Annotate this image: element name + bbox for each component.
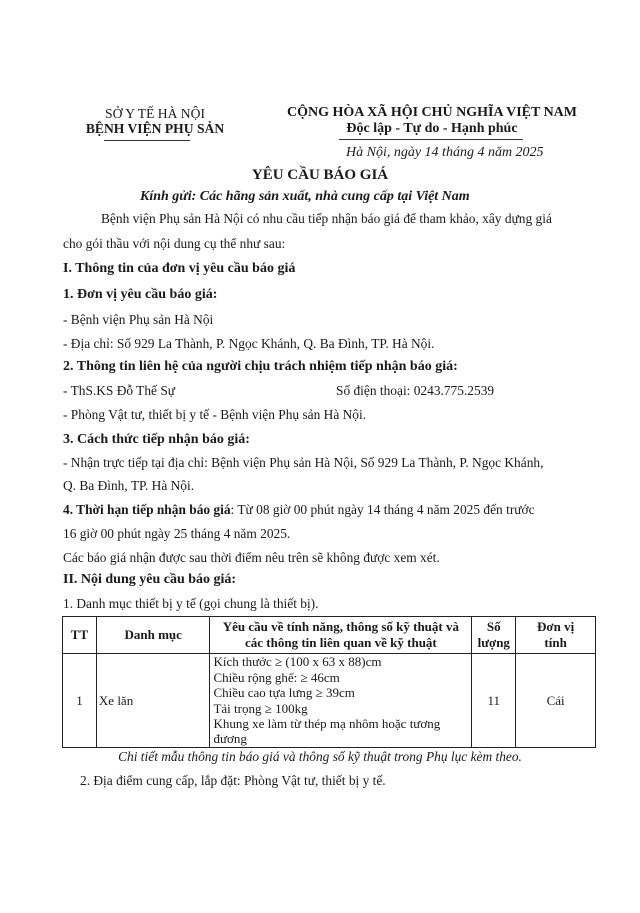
row-quantity: 11: [472, 654, 516, 748]
spec-line: Tải trọng ≥ 100kg: [213, 700, 308, 716]
equipment-table: [62, 616, 596, 748]
spec-line: Kích thước ≥ (100 x 63 x 88)cm: [213, 654, 382, 670]
org-name: BỆNH VIỆN PHỤ SẢN: [85, 121, 225, 136]
receive-method-line-1: - Nhận trực tiếp tại địa chỉ: Bệnh viện Phụ sản Hà Nội, Số 929 La Thành, P. Ngọc Khánh,: [63, 455, 544, 470]
salutation: Kính gửi: Các hãng sản xuất, nhà cung cấp tại Việt Nam: [140, 189, 470, 204]
section-2-heading: II. Nội dung yêu cầu báo giá:: [63, 572, 237, 587]
intro-line-2: cho gói thầu với nội dung cụ thể như sau:: [63, 236, 286, 251]
row-specs: [210, 654, 472, 748]
header-quantity: [472, 617, 516, 654]
header-requirements-line-1: Yêu cầu về tính năng, thông số kỹ thuật và: [222, 619, 459, 634]
table-header-row: [63, 617, 596, 654]
header-category: Danh mục: [96, 617, 210, 654]
intro-line-1: Bệnh viện Phụ sản Hà Nội có nhu cầu tiếp nhận báo giá để tham khảo, xây dựng giá: [101, 211, 552, 226]
header-quantity-line-1: Số: [486, 619, 501, 634]
equipment-list-intro: 1. Danh mục thiết bị y tế (gọi chung là thiết bị).: [63, 596, 319, 611]
header-tt: TT: [63, 617, 97, 654]
date-line: Hà Nội, ngày 14 tháng 4 năm 2025: [346, 145, 544, 160]
spec-line: đương: [213, 731, 247, 747]
spec-line: Chiều rộng ghế: ≥ 46cm: [213, 669, 340, 685]
delivery-location: 2. Địa điểm cung cấp, lắp đặt: Phòng Vật tư, thiết bị y tế.: [80, 773, 386, 788]
country-name: CỘNG HÒA XÃ HỘI CHỦ NGHĨA VIỆT NAM: [286, 105, 577, 120]
row-unit: Cái: [516, 654, 596, 748]
row-category: Xe lăn: [96, 654, 210, 748]
contact-name: - ThS.KS Đỗ Thế Sự: [63, 383, 176, 398]
unit-name: - Bệnh viện Phụ sản Hà Nội: [63, 312, 214, 327]
deadline-line-1: [63, 502, 535, 518]
document-title: YÊU CẦU BÁO GIÁ: [251, 167, 389, 183]
section-1-sub-1: 1. Đơn vị yêu cầu báo giá:: [63, 287, 218, 302]
motto: Độc lập - Tự do - Hạnh phúc: [346, 121, 518, 136]
header-quantity-line-2: lượng: [477, 635, 510, 650]
header-requirements: [210, 617, 472, 654]
receive-method-line-2: Q. Ba Đình, TP. Hà Nội.: [63, 478, 195, 493]
spec-line: Chiều cao tựa lưng ≥ 39cm: [213, 685, 355, 701]
section-1-sub-3: 3. Cách thức tiếp nhận báo giá:: [63, 432, 250, 447]
header-requirements-line-2: các thông tin liên quan về kỹ thuật: [244, 635, 437, 650]
org-underline: [104, 140, 190, 141]
header-unit: [516, 617, 596, 654]
deadline-line-2: 16 giờ 00 phút ngày 25 tháng 4 năm 2025.: [63, 526, 291, 541]
header-unit-line-2: tính: [544, 635, 567, 650]
table-row: [63, 654, 596, 748]
contact-department: - Phòng Vật tư, thiết bị y tế - Bệnh viện Phụ sản Hà Nội.: [63, 407, 367, 422]
header-unit-line-1: Đơn vị: [537, 619, 575, 634]
section-1-heading: I. Thông tin của đơn vị yêu cầu báo giá: [63, 261, 296, 276]
deadline-text: : Từ 08 giờ 00 phút ngày 14 tháng 4 năm 2025 đến trước: [230, 502, 535, 517]
org-parent: SỞ Y TẾ HÀ NỘI: [105, 106, 205, 121]
unit-address: - Địa chỉ: Số 929 La Thành, P. Ngọc Khánh, Q. Ba Đình, TP. Hà Nội.: [63, 336, 435, 351]
contact-phone: Số điện thoại: 0243.775.2539: [336, 383, 495, 398]
table-note: Chi tiết mẫu thông tin báo giá và thông số kỹ thuật trong Phụ lục kèm theo.: [118, 749, 522, 764]
deadline-label: 4. Thời hạn tiếp nhận báo giá: [63, 502, 231, 517]
row-tt: 1: [63, 654, 97, 748]
motto-underline: [339, 139, 523, 140]
section-1-sub-2: 2. Thông tin liên hệ của người chịu trách nhiệm tiếp nhận báo giá:: [63, 359, 458, 374]
late-note: Các báo giá nhận được sau thời điểm nêu trên sẽ không được xem xét.: [63, 550, 440, 565]
spec-line: Khung xe làm từ thép mạ nhôm hoặc tương: [213, 715, 441, 731]
